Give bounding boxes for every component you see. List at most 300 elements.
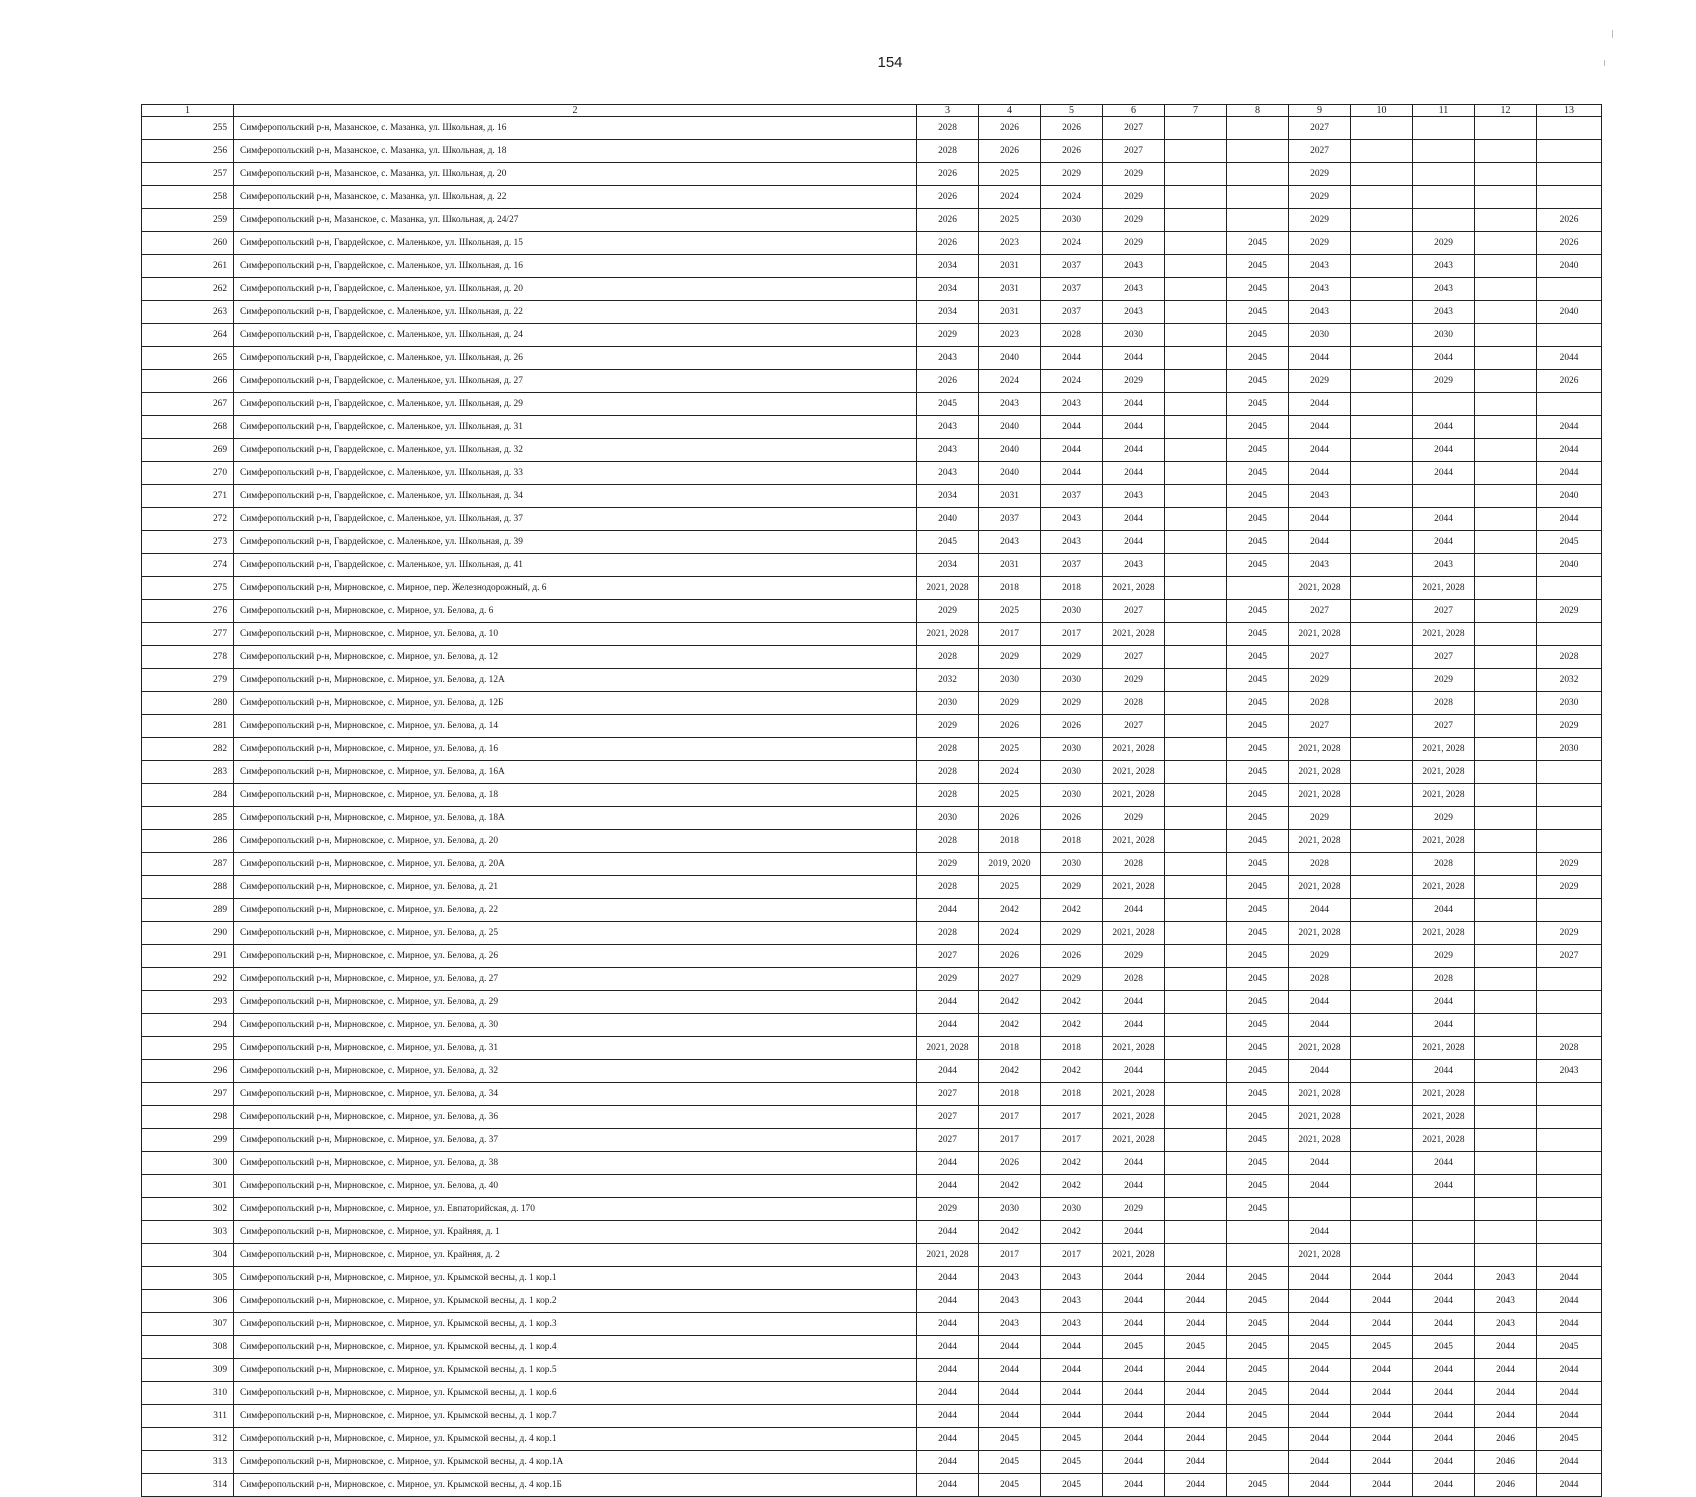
year-cell: 2045 bbox=[1227, 301, 1289, 324]
year-cell bbox=[1165, 439, 1227, 462]
year-cell bbox=[1537, 117, 1602, 140]
year-cell bbox=[1475, 1175, 1537, 1198]
year-cell: 2045 bbox=[1227, 1474, 1289, 1497]
year-cell: 2021, 2028 bbox=[1289, 876, 1351, 899]
year-cell: 2028 bbox=[917, 761, 979, 784]
year-cell: 2044 bbox=[1537, 508, 1602, 531]
table-row bbox=[142, 623, 1602, 646]
year-cell bbox=[1351, 508, 1413, 531]
year-cell: 2021, 2028 bbox=[1289, 1037, 1351, 1060]
register-table bbox=[141, 104, 1602, 1497]
year-cell: 2044 bbox=[917, 1474, 979, 1497]
year-cell: 2029 bbox=[1041, 646, 1103, 669]
year-cell: 2045 bbox=[1041, 1428, 1103, 1451]
year-cell: 2045 bbox=[1227, 1267, 1289, 1290]
year-cell: 2030 bbox=[1537, 738, 1602, 761]
year-cell: 2045 bbox=[1227, 945, 1289, 968]
row-number: 290 bbox=[142, 922, 234, 945]
year-cell: 2029 bbox=[1103, 370, 1165, 393]
year-cell: 2029 bbox=[917, 1198, 979, 1221]
address-cell: Симферопольский р-н, Гвардейское, с. Маленькое, ул. Школьная, д. 24 bbox=[234, 324, 917, 347]
year-cell bbox=[1227, 140, 1289, 163]
year-cell: 2045 bbox=[1227, 1014, 1289, 1037]
year-cell: 2044 bbox=[1103, 462, 1165, 485]
table-row bbox=[142, 1405, 1602, 1428]
year-cell bbox=[1475, 347, 1537, 370]
address-cell: Симферопольский р-н, Мирновское, с. Мирное, ул. Крымской весны, д. 4 кор.1Б bbox=[234, 1474, 917, 1497]
table-row bbox=[142, 577, 1602, 600]
year-cell: 2017 bbox=[1041, 1106, 1103, 1129]
year-cell bbox=[1165, 531, 1227, 554]
year-cell: 2044 bbox=[1475, 1336, 1537, 1359]
year-cell: 2044 bbox=[1289, 991, 1351, 1014]
year-cell: 2045 bbox=[1227, 922, 1289, 945]
year-cell: 2042 bbox=[1041, 1152, 1103, 1175]
year-cell: 2043 bbox=[1103, 255, 1165, 278]
table-row bbox=[142, 738, 1602, 761]
year-cell bbox=[1475, 416, 1537, 439]
year-cell: 2030 bbox=[1103, 324, 1165, 347]
year-cell bbox=[1475, 186, 1537, 209]
year-cell: 2021, 2028 bbox=[1413, 1129, 1475, 1152]
year-cell: 2044 bbox=[1103, 1474, 1165, 1497]
year-cell bbox=[1165, 577, 1227, 600]
table-row bbox=[142, 370, 1602, 393]
year-cell: 2031 bbox=[979, 278, 1041, 301]
year-cell bbox=[1475, 232, 1537, 255]
year-cell: 2023 bbox=[979, 232, 1041, 255]
year-cell bbox=[1165, 968, 1227, 991]
year-cell bbox=[1351, 1221, 1413, 1244]
year-cell bbox=[1351, 1106, 1413, 1129]
year-cell: 2044 bbox=[1413, 531, 1475, 554]
row-number: 311 bbox=[142, 1405, 234, 1428]
year-cell bbox=[1165, 1221, 1227, 1244]
year-cell: 2046 bbox=[1475, 1451, 1537, 1474]
table-row bbox=[142, 416, 1602, 439]
year-cell: 2045 bbox=[1227, 1359, 1289, 1382]
year-cell: 2021, 2028 bbox=[1289, 738, 1351, 761]
year-cell bbox=[1537, 324, 1602, 347]
year-cell: 2044 bbox=[1041, 1405, 1103, 1428]
year-cell: 2044 bbox=[1351, 1359, 1413, 1382]
year-cell: 2045 bbox=[1227, 416, 1289, 439]
year-cell: 2045 bbox=[1227, 232, 1289, 255]
row-number: 293 bbox=[142, 991, 234, 1014]
year-cell: 2027 bbox=[917, 1083, 979, 1106]
year-cell bbox=[1351, 117, 1413, 140]
year-cell: 2042 bbox=[1041, 1060, 1103, 1083]
year-cell: 2034 bbox=[917, 301, 979, 324]
year-cell: 2021, 2028 bbox=[1289, 623, 1351, 646]
year-cell: 2026 bbox=[1041, 715, 1103, 738]
year-cell bbox=[1351, 1060, 1413, 1083]
year-cell: 2045 bbox=[1227, 669, 1289, 692]
year-cell: 2034 bbox=[917, 255, 979, 278]
row-number: 268 bbox=[142, 416, 234, 439]
year-cell: 2045 bbox=[1227, 807, 1289, 830]
table-row bbox=[142, 1198, 1602, 1221]
year-cell: 2021, 2028 bbox=[1413, 1106, 1475, 1129]
year-cell: 2044 bbox=[917, 1221, 979, 1244]
year-cell: 2018 bbox=[979, 1083, 1041, 1106]
year-cell: 2021, 2028 bbox=[1103, 1106, 1165, 1129]
year-cell: 2028 bbox=[1413, 968, 1475, 991]
address-cell: Симферопольский р-н, Мирновское, с. Мирное, ул. Белова, д. 21 bbox=[234, 876, 917, 899]
year-cell: 2044 bbox=[1165, 1290, 1227, 1313]
year-cell: 2029 bbox=[917, 715, 979, 738]
year-cell: 2043 bbox=[1289, 554, 1351, 577]
year-cell bbox=[1351, 1037, 1413, 1060]
year-cell: 2028 bbox=[1103, 968, 1165, 991]
year-cell: 2029 bbox=[1103, 232, 1165, 255]
year-cell: 2028 bbox=[1537, 1037, 1602, 1060]
year-cell: 2043 bbox=[1041, 508, 1103, 531]
table-row bbox=[142, 439, 1602, 462]
year-cell: 2044 bbox=[1351, 1267, 1413, 1290]
year-cell bbox=[1351, 370, 1413, 393]
year-cell: 2030 bbox=[979, 1198, 1041, 1221]
year-cell: 2021, 2028 bbox=[1103, 922, 1165, 945]
year-cell bbox=[1165, 232, 1227, 255]
year-cell: 2026 bbox=[979, 945, 1041, 968]
row-number: 286 bbox=[142, 830, 234, 853]
address-cell: Симферопольский р-н, Мирновское, с. Мирное, ул. Белова, д. 18А bbox=[234, 807, 917, 830]
year-cell: 2021, 2028 bbox=[1289, 1106, 1351, 1129]
address-cell: Симферопольский р-н, Гвардейское, с. Маленькое, ул. Школьная, д. 41 bbox=[234, 554, 917, 577]
year-cell bbox=[1351, 439, 1413, 462]
year-cell bbox=[1165, 416, 1227, 439]
year-cell bbox=[1475, 117, 1537, 140]
year-cell: 2030 bbox=[1537, 692, 1602, 715]
year-cell: 2030 bbox=[1041, 784, 1103, 807]
year-cell: 2030 bbox=[1041, 600, 1103, 623]
year-cell bbox=[1475, 692, 1537, 715]
year-cell bbox=[1351, 1014, 1413, 1037]
year-cell bbox=[1475, 1037, 1537, 1060]
year-cell: 2043 bbox=[1413, 278, 1475, 301]
row-number: 258 bbox=[142, 186, 234, 209]
year-cell: 2044 bbox=[1289, 1428, 1351, 1451]
year-cell: 2018 bbox=[1041, 830, 1103, 853]
year-cell bbox=[1351, 899, 1413, 922]
row-number: 260 bbox=[142, 232, 234, 255]
year-cell bbox=[1475, 1152, 1537, 1175]
year-cell: 2044 bbox=[1413, 899, 1475, 922]
row-number: 273 bbox=[142, 531, 234, 554]
year-cell bbox=[1351, 278, 1413, 301]
year-cell bbox=[1351, 968, 1413, 991]
year-cell bbox=[1165, 255, 1227, 278]
year-cell: 2044 bbox=[1289, 462, 1351, 485]
year-cell: 2029 bbox=[917, 600, 979, 623]
year-cell: 2045 bbox=[1227, 554, 1289, 577]
table-row bbox=[142, 462, 1602, 485]
year-cell: 2028 bbox=[1537, 646, 1602, 669]
year-cell: 2018 bbox=[1041, 1083, 1103, 1106]
year-cell: 2045 bbox=[1227, 761, 1289, 784]
year-cell: 2042 bbox=[979, 991, 1041, 1014]
row-number: 314 bbox=[142, 1474, 234, 1497]
year-cell: 2042 bbox=[1041, 899, 1103, 922]
year-cell: 2021, 2028 bbox=[1413, 784, 1475, 807]
year-cell: 2045 bbox=[1227, 899, 1289, 922]
year-cell: 2029 bbox=[1537, 922, 1602, 945]
row-number: 297 bbox=[142, 1083, 234, 1106]
year-cell: 2044 bbox=[1103, 393, 1165, 416]
year-cell bbox=[1537, 1152, 1602, 1175]
address-cell: Симферопольский р-н, Гвардейское, с. Маленькое, ул. Школьная, д. 15 bbox=[234, 232, 917, 255]
year-cell: 2043 bbox=[917, 439, 979, 462]
row-number: 282 bbox=[142, 738, 234, 761]
year-cell: 2043 bbox=[979, 531, 1041, 554]
year-cell: 2043 bbox=[1103, 554, 1165, 577]
year-cell: 2027 bbox=[1289, 600, 1351, 623]
year-cell: 2027 bbox=[1413, 600, 1475, 623]
year-cell: 2028 bbox=[917, 140, 979, 163]
year-cell: 2021, 2028 bbox=[1413, 922, 1475, 945]
year-cell bbox=[1475, 991, 1537, 1014]
year-cell bbox=[1475, 1129, 1537, 1152]
address-cell: Симферопольский р-н, Мирновское, с. Мирное, ул. Белова, д. 6 bbox=[234, 600, 917, 623]
year-cell: 2044 bbox=[1103, 416, 1165, 439]
year-cell bbox=[1413, 1221, 1475, 1244]
year-cell: 2044 bbox=[1165, 1382, 1227, 1405]
year-cell: 2044 bbox=[1041, 416, 1103, 439]
year-cell: 2044 bbox=[979, 1359, 1041, 1382]
address-cell: Симферопольский р-н, Мирновское, с. Мирное, ул. Белова, д. 37 bbox=[234, 1129, 917, 1152]
year-cell bbox=[1537, 968, 1602, 991]
year-cell: 2024 bbox=[979, 370, 1041, 393]
year-cell: 2045 bbox=[1227, 1175, 1289, 1198]
year-cell: 2044 bbox=[1475, 1359, 1537, 1382]
year-cell bbox=[1165, 485, 1227, 508]
year-cell: 2045 bbox=[917, 393, 979, 416]
table-row bbox=[142, 1290, 1602, 1313]
register-body bbox=[142, 117, 1602, 1497]
address-cell: Симферопольский р-н, Гвардейское, с. Маленькое, ул. Школьная, д. 32 bbox=[234, 439, 917, 462]
year-cell: 2029 bbox=[1103, 945, 1165, 968]
year-cell: 2027 bbox=[1103, 600, 1165, 623]
year-cell: 2017 bbox=[1041, 623, 1103, 646]
year-cell: 2044 bbox=[1537, 416, 1602, 439]
year-cell: 2044 bbox=[1351, 1451, 1413, 1474]
year-cell bbox=[1165, 1106, 1227, 1129]
row-number: 267 bbox=[142, 393, 234, 416]
column-header: 7 bbox=[1165, 105, 1227, 117]
table-row bbox=[142, 1336, 1602, 1359]
year-cell: 2044 bbox=[1413, 1359, 1475, 1382]
year-cell bbox=[1475, 255, 1537, 278]
address-cell: Симферопольский р-н, Мазанское, с. Мазанка, ул. Школьная, д. 22 bbox=[234, 186, 917, 209]
year-cell: 2029 bbox=[1537, 853, 1602, 876]
year-cell: 2029 bbox=[1537, 715, 1602, 738]
year-cell bbox=[1537, 1244, 1602, 1267]
year-cell: 2021, 2028 bbox=[917, 577, 979, 600]
year-cell bbox=[1351, 853, 1413, 876]
table-row bbox=[142, 669, 1602, 692]
year-cell: 2040 bbox=[979, 439, 1041, 462]
address-cell: Симферопольский р-н, Мирновское, с. Мирное, ул. Белова, д. 20 bbox=[234, 830, 917, 853]
year-cell bbox=[1475, 646, 1537, 669]
year-cell bbox=[1165, 1129, 1227, 1152]
year-cell bbox=[1413, 209, 1475, 232]
year-cell: 2045 bbox=[1227, 784, 1289, 807]
row-number: 304 bbox=[142, 1244, 234, 1267]
year-cell: 2045 bbox=[1227, 1382, 1289, 1405]
year-cell: 2043 bbox=[1475, 1313, 1537, 1336]
year-cell bbox=[1475, 324, 1537, 347]
table-row bbox=[142, 715, 1602, 738]
year-cell: 2043 bbox=[979, 1267, 1041, 1290]
year-cell: 2043 bbox=[1103, 278, 1165, 301]
year-cell bbox=[1351, 646, 1413, 669]
year-cell bbox=[1537, 1129, 1602, 1152]
year-cell bbox=[1165, 1014, 1227, 1037]
row-number: 289 bbox=[142, 899, 234, 922]
address-cell: Симферопольский р-н, Мазанское, с. Мазанка, ул. Школьная, д. 24/27 bbox=[234, 209, 917, 232]
row-number: 295 bbox=[142, 1037, 234, 1060]
year-cell: 2042 bbox=[1041, 991, 1103, 1014]
year-cell: 2029 bbox=[1537, 600, 1602, 623]
year-cell: 2030 bbox=[1041, 1198, 1103, 1221]
year-cell: 2018 bbox=[979, 1037, 1041, 1060]
year-cell: 2027 bbox=[1289, 117, 1351, 140]
scan-artifact bbox=[1604, 60, 1605, 66]
year-cell bbox=[1475, 738, 1537, 761]
year-cell: 2017 bbox=[979, 1129, 1041, 1152]
year-cell: 2029 bbox=[1413, 807, 1475, 830]
year-cell bbox=[1413, 393, 1475, 416]
year-cell: 2043 bbox=[1041, 1267, 1103, 1290]
year-cell: 2029 bbox=[1103, 163, 1165, 186]
year-cell bbox=[1475, 1060, 1537, 1083]
year-cell: 2028 bbox=[917, 830, 979, 853]
year-cell: 2021, 2028 bbox=[917, 1244, 979, 1267]
year-cell bbox=[1165, 646, 1227, 669]
year-cell: 2021, 2028 bbox=[1103, 577, 1165, 600]
year-cell: 2029 bbox=[1041, 692, 1103, 715]
year-cell: 2044 bbox=[1103, 1014, 1165, 1037]
year-cell: 2040 bbox=[917, 508, 979, 531]
year-cell: 2025 bbox=[979, 738, 1041, 761]
year-cell: 2025 bbox=[979, 163, 1041, 186]
year-cell: 2044 bbox=[1413, 1428, 1475, 1451]
year-cell: 2029 bbox=[1041, 163, 1103, 186]
row-number: 283 bbox=[142, 761, 234, 784]
row-number: 303 bbox=[142, 1221, 234, 1244]
year-cell: 2026 bbox=[979, 117, 1041, 140]
address-cell: Симферопольский р-н, Мирновское, с. Мирное, ул. Крымской весны, д. 1 кор.4 bbox=[234, 1336, 917, 1359]
year-cell bbox=[1165, 807, 1227, 830]
row-number: 272 bbox=[142, 508, 234, 531]
address-cell: Симферопольский р-н, Гвардейское, с. Маленькое, ул. Школьная, д. 33 bbox=[234, 462, 917, 485]
address-cell: Симферопольский р-н, Мирновское, с. Мирное, ул. Белова, д. 22 bbox=[234, 899, 917, 922]
year-cell: 2044 bbox=[1289, 1060, 1351, 1083]
address-cell: Симферопольский р-н, Мирновское, с. Мирное, ул. Крымской весны, д. 1 кор.6 bbox=[234, 1382, 917, 1405]
year-cell: 2029 bbox=[1289, 209, 1351, 232]
year-cell bbox=[1537, 163, 1602, 186]
year-cell: 2037 bbox=[1041, 554, 1103, 577]
year-cell bbox=[1537, 899, 1602, 922]
year-cell: 2021, 2028 bbox=[1413, 577, 1475, 600]
year-cell: 2044 bbox=[917, 1175, 979, 1198]
year-cell: 2044 bbox=[1103, 1152, 1165, 1175]
table-row bbox=[142, 232, 1602, 255]
year-cell bbox=[1351, 784, 1413, 807]
year-cell: 2030 bbox=[1041, 853, 1103, 876]
row-number: 285 bbox=[142, 807, 234, 830]
table-row bbox=[142, 117, 1602, 140]
table-row bbox=[142, 1129, 1602, 1152]
year-cell: 2028 bbox=[1041, 324, 1103, 347]
year-cell: 2043 bbox=[979, 1290, 1041, 1313]
year-cell bbox=[1475, 462, 1537, 485]
row-number: 294 bbox=[142, 1014, 234, 1037]
year-cell: 2044 bbox=[979, 1336, 1041, 1359]
year-cell: 2045 bbox=[1227, 1428, 1289, 1451]
year-cell: 2031 bbox=[979, 485, 1041, 508]
year-cell: 2044 bbox=[917, 1313, 979, 1336]
year-cell: 2029 bbox=[1289, 807, 1351, 830]
row-number: 270 bbox=[142, 462, 234, 485]
year-cell: 2045 bbox=[1227, 830, 1289, 853]
year-cell: 2044 bbox=[1103, 1267, 1165, 1290]
year-cell: 2044 bbox=[1537, 1451, 1602, 1474]
year-cell bbox=[1475, 278, 1537, 301]
year-cell bbox=[1351, 209, 1413, 232]
year-cell: 2044 bbox=[1475, 1382, 1537, 1405]
year-cell bbox=[1475, 899, 1537, 922]
year-cell: 2030 bbox=[1041, 761, 1103, 784]
year-cell: 2044 bbox=[1103, 1290, 1165, 1313]
year-cell: 2025 bbox=[979, 600, 1041, 623]
year-cell: 2018 bbox=[1041, 1037, 1103, 1060]
year-cell: 2028 bbox=[1103, 853, 1165, 876]
year-cell bbox=[1165, 508, 1227, 531]
address-cell: Симферопольский р-н, Мирновское, с. Мирное, ул. Белова, д. 12 bbox=[234, 646, 917, 669]
year-cell: 2026 bbox=[1041, 117, 1103, 140]
year-cell bbox=[1537, 830, 1602, 853]
year-cell bbox=[1165, 117, 1227, 140]
year-cell: 2044 bbox=[917, 1267, 979, 1290]
year-cell bbox=[1351, 715, 1413, 738]
year-cell bbox=[1537, 784, 1602, 807]
year-cell: 2029 bbox=[1103, 209, 1165, 232]
year-cell: 2021, 2028 bbox=[1103, 784, 1165, 807]
row-number: 310 bbox=[142, 1382, 234, 1405]
address-cell: Симферопольский р-н, Гвардейское, с. Маленькое, ул. Школьная, д. 22 bbox=[234, 301, 917, 324]
year-cell: 2021, 2028 bbox=[1289, 1083, 1351, 1106]
year-cell bbox=[1165, 324, 1227, 347]
row-number: 313 bbox=[142, 1451, 234, 1474]
year-cell bbox=[1165, 738, 1227, 761]
year-cell: 2029 bbox=[1103, 669, 1165, 692]
year-cell: 2024 bbox=[1041, 186, 1103, 209]
year-cell bbox=[1475, 577, 1537, 600]
year-cell: 2044 bbox=[1413, 1152, 1475, 1175]
year-cell: 2025 bbox=[979, 876, 1041, 899]
year-cell: 2045 bbox=[1227, 692, 1289, 715]
table-row bbox=[142, 761, 1602, 784]
year-cell: 2044 bbox=[1289, 531, 1351, 554]
year-cell: 2044 bbox=[917, 1336, 979, 1359]
year-cell: 2029 bbox=[1289, 945, 1351, 968]
year-cell bbox=[1351, 462, 1413, 485]
year-cell: 2045 bbox=[1227, 715, 1289, 738]
table-row bbox=[142, 1359, 1602, 1382]
year-cell: 2021, 2028 bbox=[1103, 738, 1165, 761]
